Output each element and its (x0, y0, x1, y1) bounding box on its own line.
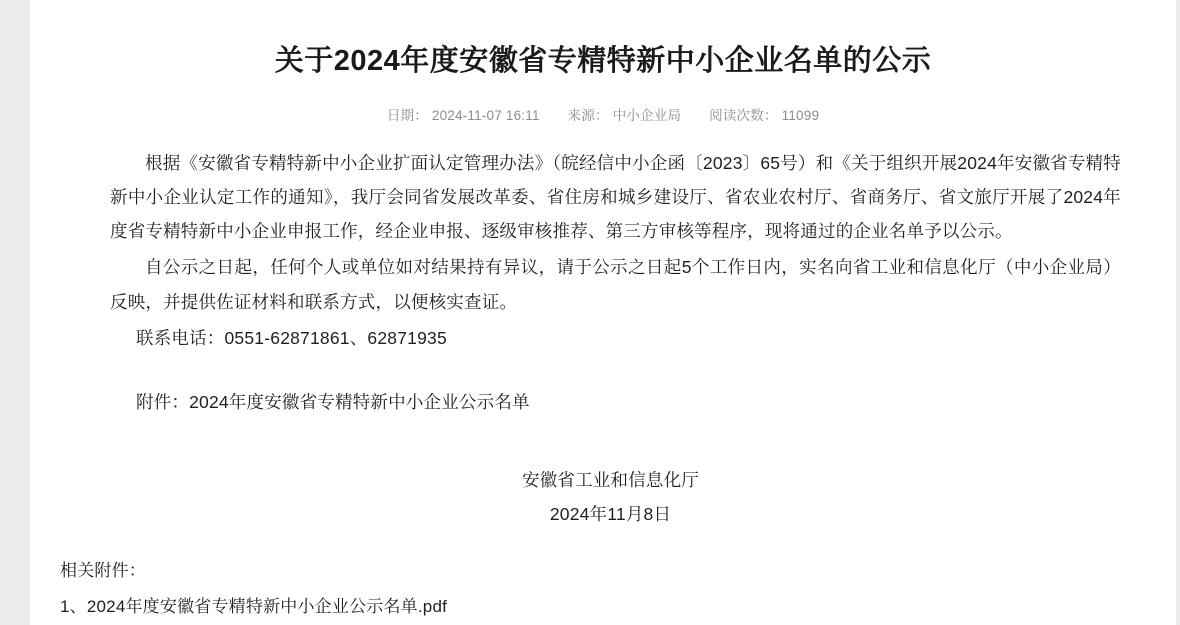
meta-source-value: 中小企业局 (612, 108, 682, 124)
telephone-line: 联系电话：0551-62871861、62871935 (136, 327, 447, 348)
paragraph-1: 根据《安徽省专精特新中小企业扩面认定管理办法》（皖经信中小企函〔2023〕65号）和《关于组织开展2024年安徽省专精特新中小企业认定工作的通知》，我厅会同省发展改革委、省住房和城乡建设厅、省农业农村厅、省商务厅、省文旅厅开展了2024年度省专精特新中小企业申报工作，经企业申报、逐级审核推荐、第三方审核等程序，现将通过的企业名单予以公示。 (110, 153, 1121, 242)
paragraph-2: 自公示之日起，任何个人或单位如对结果持有异议，请于公示之日起5个工作日内，实名向省工业和信息化厅（中小企业局）反映，并提供佐证材料和联系方式，以便核实查证。 (110, 257, 1121, 312)
related-attachments-heading: 相关附件： (60, 561, 146, 581)
signature-block (110, 463, 1121, 531)
document-body (30, 124, 1176, 531)
meta-views-label: 阅读次数： (709, 108, 778, 124)
signature-organization: 安徽省工业和信息化厅 (522, 469, 699, 490)
document-meta (30, 104, 1176, 124)
meta-views-value: 11099 (781, 108, 820, 124)
meta-date-label: 日期： (386, 108, 428, 124)
meta-date-value: 2024-11-07 16:11 (431, 108, 540, 124)
document-sheet (30, 0, 1176, 625)
signature-date: 2024年11月8日 (549, 504, 672, 525)
meta-date (387, 104, 540, 124)
related-attachment-item[interactable]: 1、2024年度安徽省专精特新中小企业公示名单.pdf (60, 596, 448, 616)
attachment-reference-line: 附件：2024年度安徽省专精特新中小企业公示名单 (136, 391, 530, 412)
meta-source (568, 104, 682, 124)
page-title: 关于2024年度安徽省专精特新中小企业名单的公示 (274, 45, 932, 77)
meta-source-label: 来源： (567, 108, 609, 124)
meta-views (709, 104, 819, 124)
related-attachments (30, 531, 1176, 624)
